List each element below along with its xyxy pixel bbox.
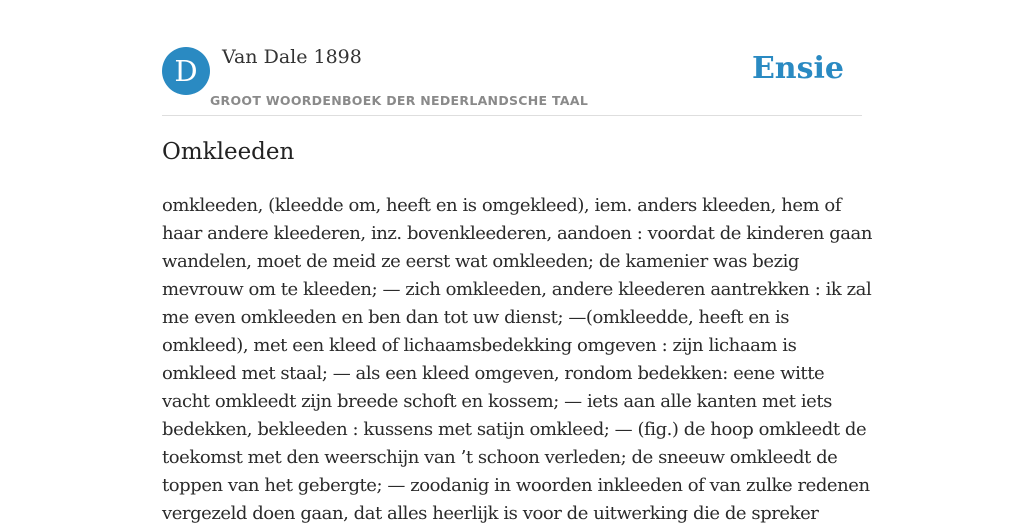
entry-line: omkleed met staal; — als een kleed omgeven, rondom bedekken: eene witte <box>162 363 825 384</box>
entry-line: mevrouw om te kleeden; — zich omkleeden, andere kleederen aantrekken : ik zal <box>162 279 872 300</box>
entry-line: omkleeden, (kleedde om, heeft en is omgekleed), iem. anders kleeden, hem of <box>162 195 842 216</box>
entry-title: Omkleeden <box>162 139 295 165</box>
entry-line: haar andere kleederen, inz. bovenkleederen, aandoen : voordat de kinderen gaan <box>162 223 872 244</box>
source-subtitle: GROOT WOORDENBOEK DER NEDERLANDSCHE TAAL <box>210 93 589 108</box>
entry-line: vergezeld doen gaan, dat alles heerlijk is voor de uitwerking die de spreker <box>162 503 819 524</box>
entry-line: bedekken, bekleeden : kussens met satijn omkleed; — (fig.) de hoop omkleedt de <box>162 419 867 440</box>
entry-line: toppen van het gebergte; — zoodanig in woorden inkleeden of van zulke redenen <box>162 475 870 496</box>
brand-logo[interactable]: Ensie <box>751 51 844 86</box>
source-header <box>162 45 862 115</box>
entry-line: toekomst met den weerschijn van ’t schoon verleden; de sneeuw omkleedt de <box>162 447 838 468</box>
entry-line: wandelen, moet de meid ze eerst wat omkleeden; de kamenier was bezig <box>162 251 799 272</box>
header-divider <box>162 115 862 116</box>
entry-line: me even omkleeden en ben dan tot uw dienst; —(omkleedde, heeft en is <box>162 307 790 328</box>
entry-body <box>162 192 872 528</box>
entry-line: omkleed), met een kleed of lichaamsbedekking omgeven : zijn lichaam is <box>162 335 797 356</box>
source-title[interactable]: Van Dale 1898 <box>222 46 362 68</box>
entry-line: vacht omkleedt zijn breede schoft en kossem; — iets aan alle kanten met iets <box>162 391 832 412</box>
source-avatar[interactable]: D <box>162 47 210 95</box>
